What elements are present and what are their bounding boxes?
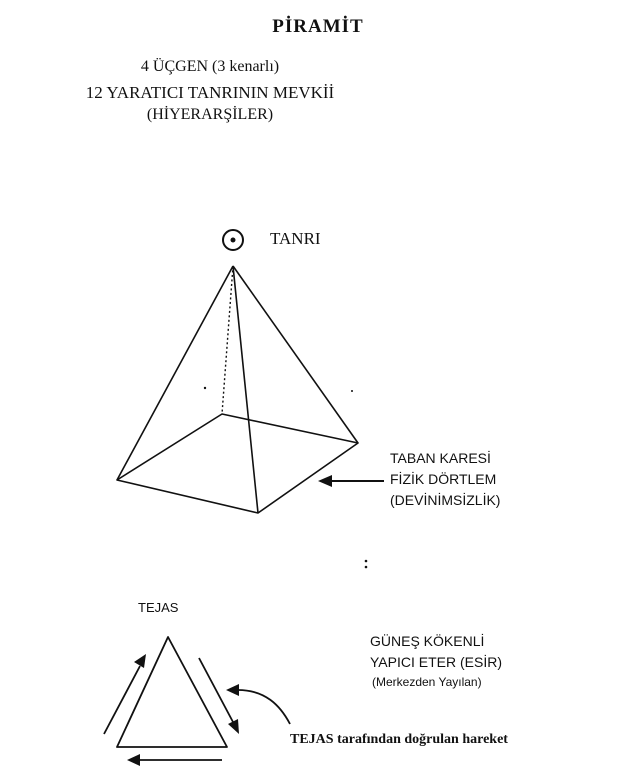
subtitle-line-2: 12 YARATICI TANRININ MEVKİİ — [85, 83, 335, 102]
arrow-icon — [104, 654, 146, 734]
motion-label: TEJAS tarafından doğrulan hareket — [290, 732, 508, 747]
base-label-line-3: (DEVİNİMSİZLİK) — [390, 492, 501, 508]
ether-label-line-2: YAPICI ETER (ESİR) — [370, 654, 502, 670]
arrow-icon — [226, 684, 290, 724]
pyramid-edge-right — [233, 266, 358, 443]
pyramid-base-square — [117, 414, 358, 513]
specks — [204, 387, 368, 569]
base-label-line-2: FİZİK DÖRTLEM — [390, 471, 497, 487]
base-label-line-1: TABAN KARESİ — [390, 450, 491, 466]
tejas-triangle — [117, 637, 227, 747]
subtitle-line-1: 4 ÜÇGEN (3 kenarlı) — [140, 58, 280, 75]
page-title: PİRAMİT — [272, 16, 364, 37]
ether-label-line-3: (Merkezden Yayılan) — [372, 675, 482, 689]
pyramid-edge-left — [117, 266, 233, 480]
circled-dot-icon — [223, 230, 243, 250]
pyramid-edge-front — [233, 266, 258, 513]
apex-label: TANRI — [270, 229, 321, 248]
ether-label-line-1: GÜNEŞ KÖKENLİ — [370, 633, 485, 649]
arrow-icon — [318, 475, 384, 487]
pyramid — [117, 266, 358, 513]
subtitle-line-3: (HİYERARŞİLER) — [146, 106, 274, 123]
tejas-label: TEJAS — [138, 600, 179, 615]
pyramid-edge-hidden — [222, 266, 233, 414]
arrow-icon — [199, 658, 239, 734]
arrow-icon — [127, 754, 222, 766]
